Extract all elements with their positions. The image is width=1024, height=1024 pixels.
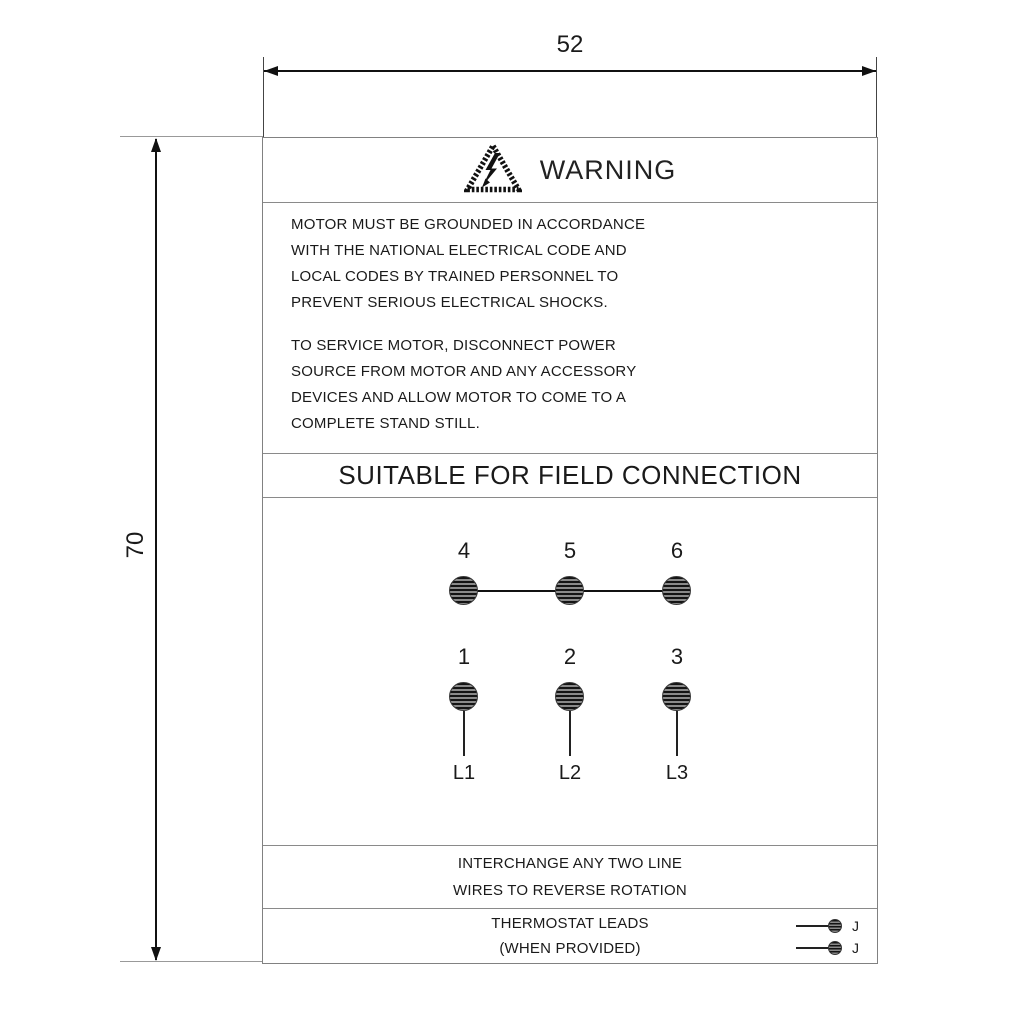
grounding-paragraph (291, 212, 861, 316)
height-dimension-line (155, 139, 157, 960)
dimension-arrow-left-icon (264, 66, 278, 76)
paragraph-line: MOTOR MUST BE GROUNDED IN ACCORDANCE (291, 216, 646, 233)
lead-wire-l3 (676, 711, 678, 756)
width-dimension-line (263, 70, 877, 72)
terminal-circle-6 (662, 576, 691, 605)
thermostat-lead-label: J (852, 918, 859, 934)
lead-label: L3 (665, 762, 689, 784)
warning-title: WARNING (539, 154, 677, 185)
note-line: WIRES TO REVERSE ROTATION (453, 882, 687, 899)
note-line: INTERCHANGE ANY TWO LINE (457, 855, 683, 872)
paragraph-line: DEVICES AND ALLOW MOTOR TO COME TO A (291, 389, 627, 406)
terminal-number: 5 (563, 538, 577, 563)
extension-line (876, 57, 877, 137)
interchange-note (263, 846, 877, 908)
section-divider (263, 497, 877, 498)
warning-body-text (291, 212, 861, 454)
paragraph-line: TO SERVICE MOTOR, DISCONNECT POWER (291, 337, 616, 354)
terminal-circle-4 (449, 576, 478, 605)
lead-wire-l1 (463, 711, 465, 756)
lead-label: L1 (452, 762, 476, 784)
extension-line (120, 136, 263, 137)
dimension-arrow-right-icon (862, 66, 876, 76)
motor-warning-label (262, 137, 878, 964)
section-divider (263, 202, 877, 203)
dimension-arrow-down-icon (151, 947, 161, 961)
lead-label: L2 (558, 762, 582, 784)
warning-header (263, 138, 877, 202)
thermostat-lead-terminal (828, 919, 842, 933)
terminal-number: 4 (457, 538, 471, 563)
dimension-arrow-up-icon (151, 138, 161, 152)
paragraph-line: WITH THE NATIONAL ELECTRICAL CODE AND (291, 242, 627, 259)
terminal-circle-1 (449, 682, 478, 711)
extension-line (263, 57, 264, 137)
lead-wire-l2 (569, 711, 571, 756)
terminal-circle-5 (555, 576, 584, 605)
thermostat-note (263, 909, 877, 963)
extension-line (120, 961, 263, 962)
note-line: (WHEN PROVIDED) (499, 940, 641, 957)
paragraph-line: PREVENT SERIOUS ELECTRICAL SHOCKS. (291, 294, 608, 311)
paragraph-line: COMPLETE STAND STILL. (291, 415, 480, 432)
terminal-number: 1 (457, 644, 471, 669)
thermostat-lead-wire (796, 947, 830, 949)
paragraph-line: SOURCE FROM MOTOR AND ANY ACCESSORY (291, 363, 637, 380)
terminal-circle-2 (555, 682, 584, 711)
height-dimension-value: 70 (122, 531, 149, 559)
thermostat-lead-wire (796, 925, 830, 927)
terminal-number: 3 (670, 644, 684, 669)
note-line: THERMOSTAT LEADS (491, 915, 649, 932)
terminal-number: 6 (670, 538, 684, 563)
paragraph-line: LOCAL CODES BY TRAINED PERSONNEL TO (291, 268, 619, 285)
terminal-number: 2 (563, 644, 577, 669)
field-connection-title: SUITABLE FOR FIELD CONNECTION (338, 460, 802, 490)
width-dimension-value: 52 (556, 31, 584, 58)
service-paragraph (291, 333, 861, 437)
high-voltage-warning-icon (464, 142, 522, 199)
thermostat-lead-label: J (852, 940, 859, 956)
terminal-circle-3 (662, 682, 691, 711)
thermostat-lead-terminal (828, 941, 842, 955)
